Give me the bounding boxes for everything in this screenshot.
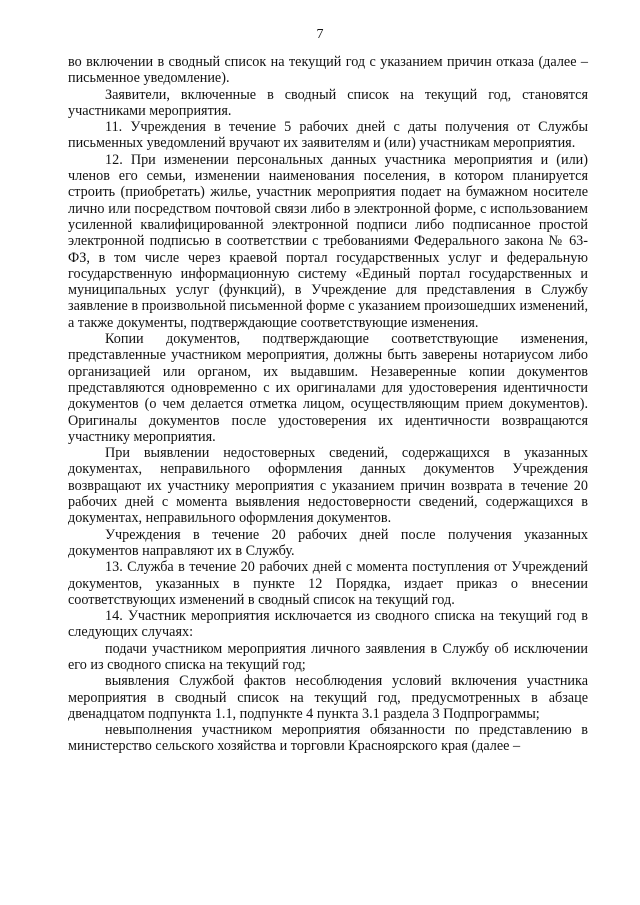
paragraph: выявления Службой фактов несоблюдения условий включения участника мероприятия в сводный список на текущий год, предусмотренных в абзаце двенадцатом подпункта 1.1, подпункте 4 пункта 3.1 раздела 3 Подпрограммы; bbox=[68, 673, 588, 722]
paragraph: Учреждения в течение 20 рабочих дней после получения указанных документов направляют их в Службу. bbox=[68, 526, 588, 559]
paragraph: Копии документов, подтверждающие соответствующие изменения, представленные участником мероприятия, должны быть заверены нотариусом либо организацией или органом, их выдавшим. Незаверенные копии документов представляются одновременно с их оригиналами для удостоверения идентичности документов (о чем делается отметка лицом, осуществляющим прием документов). Оригиналы документов после удостоверения их идентичности возвращаются участнику мероприятия. bbox=[68, 331, 588, 445]
paragraph: 11. Учреждения в течение 5 рабочих дней с даты получения от Службы письменных уведомлений вручают их заявителям и (или) участникам мероприятия. bbox=[68, 119, 588, 152]
paragraph: во включении в сводный список на текущий год с указанием причин отказа (далее – письменное уведомление). bbox=[68, 54, 588, 87]
paragraph: подачи участником мероприятия личного заявления в Службу об исключении его из сводного списка на текущий год; bbox=[68, 640, 588, 673]
document-body bbox=[68, 54, 588, 755]
paragraph: 13. Служба в течение 20 рабочих дней с момента поступления от Учреждений документов, указанных в пункте 12 Порядка, издает приказ о внесении соответствующих изменений в сводный список на текущий год. bbox=[68, 559, 588, 608]
paragraph: невыполнения участником мероприятия обязанности по представлению в министерство сельского хозяйства и торговли Красноярского края (далее – bbox=[68, 722, 588, 755]
paragraph: 12. При изменении персональных данных участника мероприятия и (или) членов его семьи, изменении наименования поселения, в котором планируется строить (приобретать) жилье, участник мероприятия подает на бумажном носителе лично или посредством почтовой связи либо в электронной форме, с использованием усиленной квалифицированной электронной подписи либо подписанное простой электронной подписью в соответствии с требованиями Федерального закона № 63-ФЗ, в том числе через краевой портал государственных услуг и федеральную государственную информационную систему «Единый портал государственных и муниципальных услуг (функций), в Учреждение для представления в Службу заявление в произвольной письменной форме с указанием произошедших изменений, а также документы, подтверждающие соответствующие изменения. bbox=[68, 151, 588, 331]
page-number: 7 bbox=[316, 27, 324, 42]
paragraph: Заявители, включенные в сводный список на текущий год, становятся участниками мероприятия. bbox=[68, 86, 588, 119]
paragraph: 14. Участник мероприятия исключается из сводного списка на текущий год в следующих случаях: bbox=[68, 608, 588, 641]
paragraph: При выявлении недостоверных сведений, содержащихся в указанных документах, неправильного оформления данных документов Учреждения возвращают их участнику мероприятия с указанием причин возврата в течение 20 рабочих дней с момента выявления недостоверности сведений, содержащихся в документах, неправильного оформления документов. bbox=[68, 445, 588, 527]
